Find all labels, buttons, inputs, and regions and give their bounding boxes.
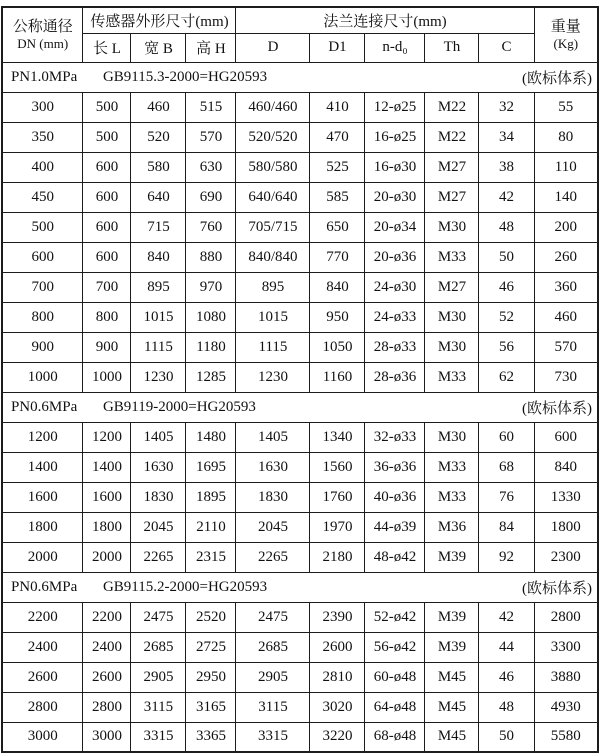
header-weight-sub: (Kg) (553, 35, 579, 51)
table-cell: M33 (425, 362, 479, 392)
section-header-cell (2, 392, 598, 422)
table-cell: 690 (186, 182, 236, 212)
table-cell: 2520 (186, 602, 236, 632)
table-cell: 2000 (83, 542, 131, 572)
table-cell: 1630 (236, 452, 310, 482)
table-cell: 50 (479, 242, 534, 272)
table-cell: 28-ø33 (365, 332, 425, 362)
header-weight-title: 重量 (550, 18, 581, 35)
table-cell: 705/715 (236, 212, 310, 242)
section-system: (欧标体系) (522, 70, 593, 87)
table-cell: 715 (131, 212, 186, 242)
header-dn (2, 7, 83, 62)
table-cell: 2685 (131, 632, 186, 662)
table-cell: M30 (425, 422, 479, 452)
section-header-row (2, 62, 598, 92)
table-cell: 2045 (236, 512, 310, 542)
table-cell: 52 (479, 302, 534, 332)
table-cell: 2390 (310, 602, 365, 632)
table-cell: 2950 (186, 662, 236, 692)
table-cell: 42 (479, 182, 534, 212)
table-cell: 895 (236, 272, 310, 302)
table-cell: 770 (310, 242, 365, 272)
cell-dn: 2600 (2, 662, 83, 692)
section-standard: GB9119-2000=HG20593 (102, 398, 256, 415)
table-cell: 1800 (83, 512, 131, 542)
table-cell: 1630 (131, 452, 186, 482)
table-cell: 640/640 (236, 182, 310, 212)
cell-dn: 2800 (2, 692, 83, 722)
table-cell: 580 (131, 152, 186, 182)
table-cell: 2265 (236, 542, 310, 572)
table-cell: M33 (425, 482, 479, 512)
header-col-height: 高 H (186, 33, 236, 62)
table-cell: 40-ø36 (365, 482, 425, 512)
table-cell: 840 (310, 272, 365, 302)
table-cell: 32-ø33 (365, 422, 425, 452)
cell-dn: 1800 (2, 512, 83, 542)
table-cell: 2110 (186, 512, 236, 542)
table-cell: 570 (186, 122, 236, 152)
table-cell: 200 (534, 212, 598, 242)
table-cell: 4930 (534, 692, 598, 722)
table-cell: M45 (425, 662, 479, 692)
table-cell: 900 (83, 332, 131, 362)
table-cell: 60-ø48 (365, 662, 425, 692)
table-cell: 2725 (186, 632, 236, 662)
table-cell: M36 (425, 512, 479, 542)
cell-dn: 350 (2, 122, 83, 152)
table-cell: M39 (425, 542, 479, 572)
table-cell: 1015 (236, 302, 310, 332)
table-cell: 1760 (310, 482, 365, 512)
cell-dn: 700 (2, 272, 83, 302)
cell-dn: 300 (2, 92, 83, 122)
table-cell: 1230 (236, 362, 310, 392)
table-cell: 92 (479, 542, 534, 572)
table-cell: M30 (425, 212, 479, 242)
section-header-content (3, 397, 597, 418)
table-cell: 570 (534, 332, 598, 362)
header-col-c: C (479, 33, 534, 62)
table-cell: 730 (534, 362, 598, 392)
table-cell: 1830 (236, 482, 310, 512)
table-cell: M33 (425, 452, 479, 482)
table-cell: 3880 (534, 662, 598, 692)
table-cell: 3315 (131, 722, 186, 752)
table-cell: 48-ø42 (365, 542, 425, 572)
table-row (2, 302, 598, 332)
table-cell: M33 (425, 242, 479, 272)
table-cell: 1000 (83, 362, 131, 392)
spec-table (1, 6, 599, 753)
cell-dn: 1600 (2, 482, 83, 512)
table-cell: 3165 (186, 692, 236, 722)
table-cell: 46 (479, 272, 534, 302)
table-cell: 2475 (131, 602, 186, 632)
table-cell: 2315 (186, 542, 236, 572)
table-cell: 3315 (236, 722, 310, 752)
table-row (2, 182, 598, 212)
table-cell: M45 (425, 722, 479, 752)
table-cell: 760 (186, 212, 236, 242)
table-cell: 700 (83, 272, 131, 302)
table-cell: 2265 (131, 542, 186, 572)
table-cell: 44-ø39 (365, 512, 425, 542)
table-cell: 800 (83, 302, 131, 332)
table-cell: 3000 (83, 722, 131, 752)
table-cell: 840 (131, 242, 186, 272)
table-row (2, 602, 598, 632)
section-header-cell (2, 572, 598, 602)
table-cell: 2400 (83, 632, 131, 662)
table-cell: 140 (534, 182, 598, 212)
table-cell: 16-ø30 (365, 152, 425, 182)
table-cell: 16-ø25 (365, 122, 425, 152)
header-sensor-group: 传感器外形尺寸(mm) (83, 7, 236, 33)
table-row (2, 332, 598, 362)
table-cell: 1180 (186, 332, 236, 362)
header-weight (534, 7, 598, 62)
section-pressure: PN0.6MPa (10, 578, 78, 595)
table-cell: 260 (534, 242, 598, 272)
cell-dn: 600 (2, 242, 83, 272)
table-cell: 640 (131, 182, 186, 212)
cell-dn: 1400 (2, 452, 83, 482)
table-row (2, 152, 598, 182)
table-cell: 580/580 (236, 152, 310, 182)
cell-dn: 1000 (2, 362, 83, 392)
table-cell: 470 (310, 122, 365, 152)
cell-dn: 1200 (2, 422, 83, 452)
table-row (2, 452, 598, 482)
table-cell: 1560 (310, 452, 365, 482)
section-header-content (3, 577, 597, 598)
table-cell: 460/460 (236, 92, 310, 122)
table-cell: 62 (479, 362, 534, 392)
header-col-width: 宽 B (131, 33, 186, 62)
section-pressure: PN1.0MPa (10, 68, 78, 85)
cell-dn: 800 (2, 302, 83, 332)
section-pressure: PN0.6MPa (10, 398, 78, 415)
table-cell: 56 (479, 332, 534, 362)
table-cell: M27 (425, 152, 479, 182)
table-cell: 20-ø36 (365, 242, 425, 272)
table-row (2, 422, 598, 452)
table-cell: 76 (479, 482, 534, 512)
section-header-row (2, 392, 598, 422)
spec-table-body (2, 62, 598, 752)
cell-dn: 400 (2, 152, 83, 182)
section-header-cell (2, 62, 598, 92)
table-row (2, 212, 598, 242)
header-flange-group: 法兰连接尺寸(mm) (236, 7, 534, 33)
table-cell: 2200 (83, 602, 131, 632)
table-cell: 585 (310, 182, 365, 212)
header-col-nd0: n-d₀ (365, 33, 425, 62)
table-cell: 68-ø48 (365, 722, 425, 752)
table-cell: 48 (479, 692, 534, 722)
section-header-row (2, 572, 598, 602)
table-row (2, 92, 598, 122)
table-cell: 880 (186, 242, 236, 272)
table-cell: 24-ø33 (365, 302, 425, 332)
cell-dn: 2400 (2, 632, 83, 662)
table-cell: 80 (534, 122, 598, 152)
table-cell: 1600 (83, 482, 131, 512)
table-cell: M45 (425, 692, 479, 722)
table-cell: 460 (131, 92, 186, 122)
table-cell: 630 (186, 152, 236, 182)
table-cell: M39 (425, 602, 479, 632)
table-cell: 1285 (186, 362, 236, 392)
table-cell: 1480 (186, 422, 236, 452)
table-cell: 1695 (186, 452, 236, 482)
table-cell: 1160 (310, 362, 365, 392)
table-cell: 28-ø36 (365, 362, 425, 392)
table-row (2, 512, 598, 542)
table-cell: 600 (83, 182, 131, 212)
section-standard: GB9115.3-2000=HG20593 (102, 68, 268, 85)
table-cell: 1405 (236, 422, 310, 452)
header-dn-sub: DN (mm) (17, 35, 69, 51)
table-cell: M27 (425, 182, 479, 212)
table-cell: 525 (310, 152, 365, 182)
table-cell: 600 (83, 152, 131, 182)
table-cell: 600 (534, 422, 598, 452)
table-cell: 2600 (310, 632, 365, 662)
table-cell: 650 (310, 212, 365, 242)
table-cell: M27 (425, 272, 479, 302)
table-cell: 1400 (83, 452, 131, 482)
table-cell: 42 (479, 602, 534, 632)
table-cell: 46 (479, 662, 534, 692)
table-cell: 1050 (310, 332, 365, 362)
table-cell: 2905 (131, 662, 186, 692)
table-row (2, 482, 598, 512)
table-row (2, 362, 598, 392)
section-system: (欧标体系) (522, 580, 593, 597)
table-cell: 2800 (534, 602, 598, 632)
table-row (2, 662, 598, 692)
table-cell: 410 (310, 92, 365, 122)
cell-dn: 500 (2, 212, 83, 242)
table-cell: 34 (479, 122, 534, 152)
table-cell: 48 (479, 212, 534, 242)
table-cell: 3300 (534, 632, 598, 662)
cell-dn: 2200 (2, 602, 83, 632)
spec-table-head (2, 7, 598, 62)
table-cell: 44 (479, 632, 534, 662)
table-cell: 5580 (534, 722, 598, 752)
section-standard: GB9115.2-2000=HG20593 (102, 578, 268, 595)
table-row (2, 242, 598, 272)
table-cell: 520/520 (236, 122, 310, 152)
table-cell: 1015 (131, 302, 186, 332)
table-cell: 3365 (186, 722, 236, 752)
table-cell: 12-ø25 (365, 92, 425, 122)
table-cell: 20-ø30 (365, 182, 425, 212)
table-cell: 1200 (83, 422, 131, 452)
table-cell: 20-ø34 (365, 212, 425, 242)
table-cell: 520 (131, 122, 186, 152)
header-col-length: 长 L (83, 33, 131, 62)
table-cell: 3220 (310, 722, 365, 752)
table-cell: M30 (425, 332, 479, 362)
table-cell: 2045 (131, 512, 186, 542)
table-cell: 3020 (310, 692, 365, 722)
table-cell: 60 (479, 422, 534, 452)
section-header-content (3, 67, 597, 88)
table-cell: 1800 (534, 512, 598, 542)
table-cell: 50 (479, 722, 534, 752)
cell-dn: 900 (2, 332, 83, 362)
cell-dn: 2000 (2, 542, 83, 572)
table-cell: 500 (83, 122, 131, 152)
table-cell: 2180 (310, 542, 365, 572)
header-row-subcols (2, 33, 598, 62)
table-row (2, 692, 598, 722)
table-cell: 1830 (131, 482, 186, 512)
header-col-d: D (236, 33, 310, 62)
table-cell: 56-ø42 (365, 632, 425, 662)
table-cell: M30 (425, 302, 479, 332)
table-cell: 55 (534, 92, 598, 122)
table-cell: 38 (479, 152, 534, 182)
table-row (2, 722, 598, 752)
table-cell: 460 (534, 302, 598, 332)
table-cell: 600 (83, 242, 131, 272)
section-system: (欧标体系) (522, 400, 593, 417)
table-cell: 970 (186, 272, 236, 302)
table-cell: 360 (534, 272, 598, 302)
table-cell: 3115 (131, 692, 186, 722)
table-cell: 2475 (236, 602, 310, 632)
table-row (2, 272, 598, 302)
table-row (2, 122, 598, 152)
cell-dn: 450 (2, 182, 83, 212)
table-cell: 840 (534, 452, 598, 482)
table-cell: 1970 (310, 512, 365, 542)
table-cell: M22 (425, 92, 479, 122)
table-cell: 52-ø42 (365, 602, 425, 632)
table-cell: 840/840 (236, 242, 310, 272)
table-cell: 1330 (534, 482, 598, 512)
table-cell: 500 (83, 92, 131, 122)
table-cell: 1080 (186, 302, 236, 332)
table-cell: 1230 (131, 362, 186, 392)
table-cell: 32 (479, 92, 534, 122)
table-cell: 1115 (236, 332, 310, 362)
table-cell: 600 (83, 212, 131, 242)
table-cell: 895 (131, 272, 186, 302)
table-cell: 3115 (236, 692, 310, 722)
table-cell: M22 (425, 122, 479, 152)
table-cell: 2685 (236, 632, 310, 662)
table-cell: 1405 (131, 422, 186, 452)
table-cell: 515 (186, 92, 236, 122)
header-col-d1: D1 (310, 33, 365, 62)
table-cell: 1340 (310, 422, 365, 452)
table-cell: 1895 (186, 482, 236, 512)
table-cell: 68 (479, 452, 534, 482)
header-col-th: Th (425, 33, 479, 62)
table-cell: 2800 (83, 692, 131, 722)
cell-dn: 3000 (2, 722, 83, 752)
table-cell: M39 (425, 632, 479, 662)
table-cell: 84 (479, 512, 534, 542)
table-cell: 2905 (236, 662, 310, 692)
table-cell: 36-ø36 (365, 452, 425, 482)
header-row-groups (2, 7, 598, 33)
table-cell: 64-ø48 (365, 692, 425, 722)
table-row (2, 632, 598, 662)
table-row (2, 542, 598, 572)
table-cell: 110 (534, 152, 598, 182)
header-dn-title: 公称通径 (12, 18, 73, 35)
table-cell: 2600 (83, 662, 131, 692)
table-cell: 2300 (534, 542, 598, 572)
table-cell: 1115 (131, 332, 186, 362)
table-cell: 2810 (310, 662, 365, 692)
table-cell: 950 (310, 302, 365, 332)
table-cell: 24-ø30 (365, 272, 425, 302)
